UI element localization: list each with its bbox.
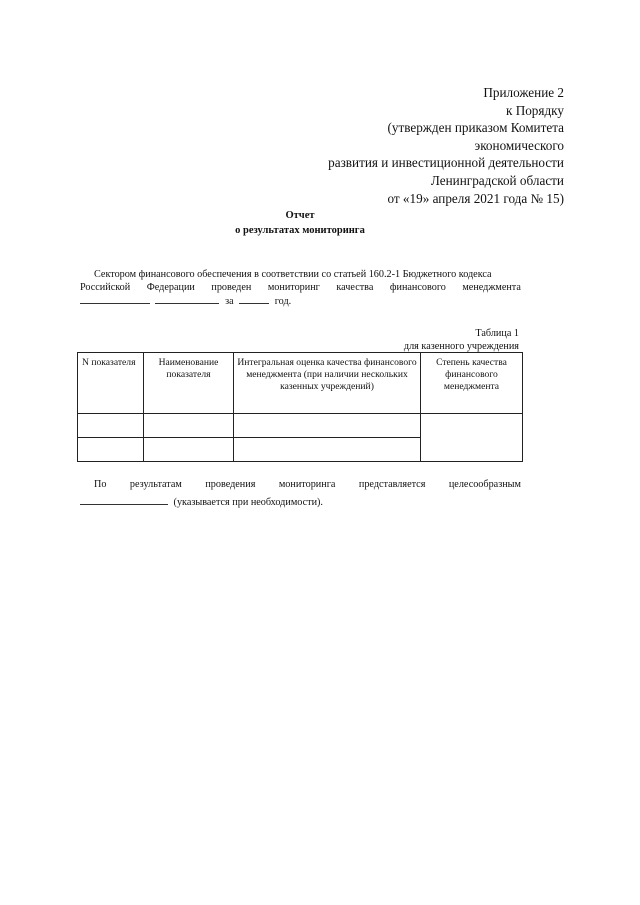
conclusion-word: По (94, 479, 107, 490)
table-header-row (78, 353, 523, 414)
report-subtitle: о результатах мониторинга (235, 225, 365, 236)
intro-word: качества (336, 282, 374, 293)
conclusion-word: проведения (205, 479, 256, 490)
year-label: год. (274, 296, 292, 307)
blank-field (155, 293, 219, 304)
table-cell (234, 438, 421, 462)
table-cell (144, 414, 234, 438)
table-caption: Таблица 1 (475, 328, 519, 339)
blank-field (80, 494, 168, 505)
appendix-line: Ленинградской области (430, 172, 564, 188)
appendix-header (264, 84, 564, 207)
table-header-cell: Интегральная оценка качества финансового менеджмента (при наличии нескольких казенных учреждений) (234, 353, 421, 414)
table-cell (144, 438, 234, 462)
table-cell (421, 414, 523, 462)
intro-word: проведен (211, 282, 252, 293)
report-table (77, 352, 523, 462)
blank-field (80, 293, 150, 304)
conclusion-note: (указывается при необходимости). (173, 497, 323, 508)
appendix-line: экономического (474, 137, 564, 153)
intro-word: Федерации (146, 282, 195, 293)
table-cell (78, 414, 144, 438)
appendix-line: Приложение 2 (483, 85, 564, 100)
table-caption-subtitle: для казенного учреждения (403, 341, 519, 352)
table-cell (234, 414, 421, 438)
table-row (78, 414, 523, 438)
intro-word: финансового (389, 282, 446, 293)
table-cell (78, 438, 144, 462)
appendix-line: развития и инвестиционной деятельности (328, 155, 564, 171)
conclusion-word: мониторинга (278, 479, 336, 490)
conclusion-line-2 (80, 494, 323, 510)
table-header-cell: Наименование показателя (144, 353, 234, 414)
year-blank-field (239, 293, 269, 304)
appendix-line: от «19» апреля 2021 года № 15) (387, 190, 564, 206)
za-label: за (225, 296, 234, 307)
conclusion-word: представляется (358, 479, 426, 490)
appendix-line: к Порядку (505, 102, 564, 118)
conclusion-word: результатам (129, 479, 182, 490)
report-title: Отчет (285, 210, 315, 221)
intro-word: менеджмента (462, 282, 521, 293)
intro-line-1: Сектором финансового обеспечения в соответствии со статьей 160.2-1 Бюджетного кодекса (94, 269, 492, 280)
conclusion-line-1 (80, 478, 521, 492)
table-header-cell: Степень качества финансового менеджмента (421, 353, 523, 414)
appendix-line: (утвержден приказом Комитета (387, 120, 564, 136)
intro-line-3 (80, 293, 291, 309)
table-header-cell: N показателя (78, 353, 144, 414)
conclusion-word: целесообразным (448, 479, 521, 490)
intro-word: Российской (80, 282, 131, 293)
intro-word: мониторинг (267, 282, 320, 293)
